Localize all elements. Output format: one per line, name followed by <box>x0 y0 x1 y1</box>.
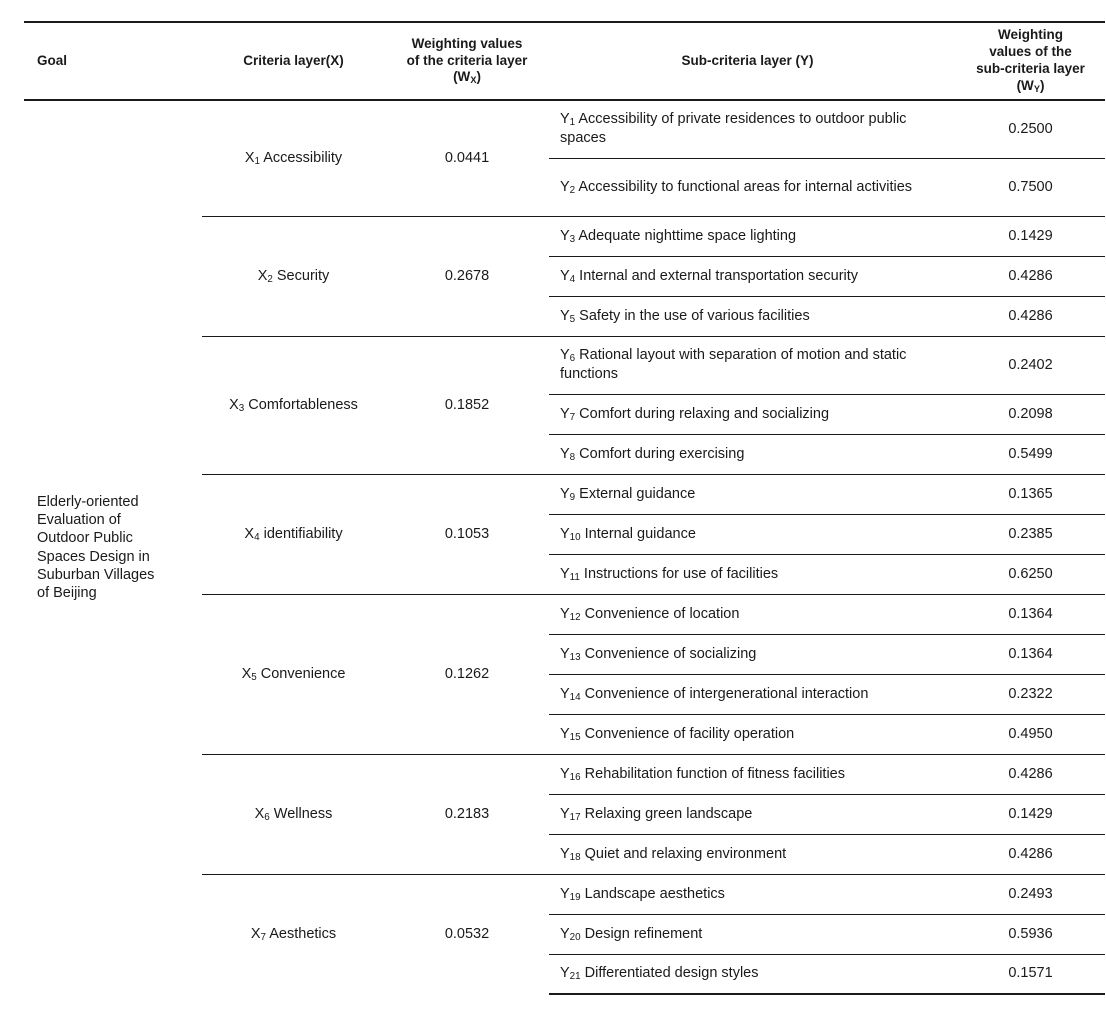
criteria-cell <box>202 754 385 874</box>
subcriteria-cell <box>549 394 956 434</box>
header-criteria-text: Criteria layer(X) <box>243 52 344 68</box>
table-body <box>24 100 1105 994</box>
subcriteria-letter: Y <box>560 445 570 462</box>
criteria-name: Comfortableness <box>244 396 358 413</box>
subcriteria-weight-cell <box>956 714 1105 754</box>
subcriteria-weight: 0.7500 <box>1008 178 1053 195</box>
subcriteria-text: Relaxing green landscape <box>580 805 753 822</box>
goal-text: Elderly-oriented Evaluation of Outdoor Public Spaces Design in Suburban Villages of Beijing <box>37 494 155 601</box>
header-wy-line1: Weighting <box>998 27 1063 43</box>
subcriteria-index: 11 <box>569 571 580 583</box>
subcriteria-letter: Y <box>560 765 570 782</box>
subcriteria-text: Rational layout with separation of motion and static functions <box>560 347 907 382</box>
subcriteria-weight: 0.2493 <box>1008 885 1053 902</box>
header-wy-subscript: Y <box>1033 83 1040 94</box>
criteria-name: Security <box>272 267 330 284</box>
subcriteria-text: Safety in the use of various facilities <box>575 307 810 324</box>
criteria-name: Wellness <box>269 805 333 822</box>
subcriteria-weight: 0.4286 <box>1008 765 1053 782</box>
subcriteria-weight: 0.2385 <box>1008 525 1053 542</box>
subcriteria-text: Accessibility to functional areas for internal activities <box>575 178 913 195</box>
subcriteria-cell <box>549 296 956 336</box>
subcriteria-index: 8 <box>569 451 576 463</box>
subcriteria-text: Convenience of facility operation <box>580 725 795 742</box>
subcriteria-text: Adequate nighttime space lighting <box>575 227 797 244</box>
subcriteria-weight: 0.1364 <box>1008 605 1053 622</box>
criteria-cell <box>202 474 385 594</box>
header-wy-close: ) <box>1039 77 1045 93</box>
header-row <box>24 22 1105 100</box>
criteria-cell <box>202 336 385 474</box>
document-page <box>24 21 1085 995</box>
goal-cell <box>24 100 202 994</box>
criteria-cell <box>202 594 385 754</box>
subcriteria-weight-cell <box>956 336 1105 394</box>
subcriteria-text: Accessibility of private residences to outdoor public spaces <box>560 111 907 147</box>
criteria-weight-cell <box>385 754 549 874</box>
subcriteria-weight: 0.1571 <box>1008 965 1053 982</box>
subcriteria-weight: 0.2500 <box>1008 120 1053 137</box>
subcriteria-letter: Y <box>560 525 570 542</box>
subcriteria-weight-cell <box>956 216 1105 256</box>
subcriteria-weight: 0.6250 <box>1008 565 1053 582</box>
subcriteria-cell <box>549 754 956 794</box>
subcriteria-text: Rehabilitation function of fitness facilities <box>580 765 845 782</box>
subcriteria-index: 5 <box>569 313 576 325</box>
subcriteria-letter: Y <box>560 111 570 128</box>
subcriteria-weight-cell <box>956 256 1105 296</box>
subcriteria-text: Landscape aesthetics <box>580 885 725 902</box>
subcriteria-index: 4 <box>569 273 576 285</box>
subcriteria-index: 10 <box>569 531 581 543</box>
header-subcriteria-weight <box>956 22 1105 100</box>
subcriteria-text: Convenience of location <box>580 605 740 622</box>
subcriteria-weight: 0.2322 <box>1008 685 1053 702</box>
subcriteria-weight-cell <box>956 434 1105 474</box>
subcriteria-letter: Y <box>560 885 570 902</box>
subcriteria-index: 19 <box>569 891 581 903</box>
subcriteria-text: External guidance <box>575 485 696 502</box>
subcriteria-weight: 0.4950 <box>1008 725 1053 742</box>
subcriteria-letter: Y <box>560 267 570 284</box>
subcriteria-index: 3 <box>569 233 576 245</box>
header-criteria <box>202 22 385 100</box>
subcriteria-index: 18 <box>569 851 581 863</box>
subcriteria-weight-cell <box>956 754 1105 794</box>
subcriteria-weight-cell <box>956 474 1105 514</box>
subcriteria-letter: Y <box>560 565 570 582</box>
subcriteria-letter: Y <box>560 685 570 702</box>
subcriteria-weight: 0.1429 <box>1008 227 1053 244</box>
subcriteria-index: 7 <box>569 411 576 423</box>
header-subcriteria <box>549 22 956 100</box>
weights-table <box>24 21 1105 995</box>
criteria-index: 7 <box>260 931 267 943</box>
criteria-cell <box>202 100 385 216</box>
subcriteria-letter: Y <box>560 925 570 942</box>
subcriteria-cell <box>549 336 956 394</box>
criteria-name: identifiability <box>259 525 343 542</box>
table-row <box>24 100 1105 158</box>
criteria-weight-cell <box>385 474 549 594</box>
subcriteria-letter: Y <box>560 405 570 422</box>
subcriteria-index: 15 <box>569 731 581 743</box>
subcriteria-cell <box>549 914 956 954</box>
subcriteria-cell <box>549 434 956 474</box>
subcriteria-weight: 0.1365 <box>1008 485 1053 502</box>
criteria-weight: 0.0441 <box>444 149 490 166</box>
subcriteria-letter: Y <box>560 845 570 862</box>
criteria-weight-cell <box>385 216 549 336</box>
criteria-name: Accessibility <box>259 149 343 166</box>
criteria-weight-cell <box>385 336 549 474</box>
subcriteria-cell <box>549 554 956 594</box>
subcriteria-cell <box>549 256 956 296</box>
header-wx-subscript: X <box>470 75 477 86</box>
subcriteria-text: Design refinement <box>580 925 703 942</box>
subcriteria-weight-cell <box>956 296 1105 336</box>
subcriteria-letter: Y <box>560 645 570 662</box>
criteria-weight: 0.0532 <box>444 925 490 942</box>
subcriteria-letter: Y <box>560 178 570 195</box>
subcriteria-letter: Y <box>560 605 570 622</box>
subcriteria-weight-cell <box>956 634 1105 674</box>
subcriteria-weight: 0.4286 <box>1008 307 1053 324</box>
subcriteria-index: 9 <box>569 491 576 503</box>
subcriteria-cell <box>549 674 956 714</box>
criteria-letter: X <box>244 525 255 542</box>
subcriteria-index: 13 <box>569 651 581 663</box>
subcriteria-index: 2 <box>569 184 576 196</box>
subcriteria-cell <box>549 834 956 874</box>
header-wx-line2: of the criteria layer <box>406 52 528 68</box>
subcriteria-weight-cell <box>956 914 1105 954</box>
subcriteria-cell <box>549 634 956 674</box>
subcriteria-weight: 0.5499 <box>1008 445 1053 462</box>
subcriteria-letter: Y <box>560 227 570 244</box>
subcriteria-index: 20 <box>569 931 581 943</box>
header-goal-text: Goal <box>37 52 68 68</box>
subcriteria-cell <box>549 514 956 554</box>
header-wy-line2: values of the <box>989 44 1072 60</box>
criteria-index: 6 <box>264 811 270 823</box>
subcriteria-text: Instructions for use of facilities <box>579 565 779 582</box>
subcriteria-index: 1 <box>569 117 576 129</box>
criteria-letter: X <box>244 149 255 166</box>
criteria-letter: X <box>241 665 252 682</box>
subcriteria-letter: Y <box>560 485 570 502</box>
header-goal <box>24 22 202 100</box>
subcriteria-letter: Y <box>560 725 570 742</box>
subcriteria-weight-cell <box>956 674 1105 714</box>
header-wx-line1: Weighting values <box>411 35 523 51</box>
subcriteria-text: Comfort during exercising <box>575 445 745 462</box>
subcriteria-weight-cell <box>956 594 1105 634</box>
criteria-letter: X <box>257 267 268 284</box>
subcriteria-text: Convenience of socializing <box>580 645 757 662</box>
subcriteria-text: Convenience of intergenerational interaction <box>580 685 869 702</box>
subcriteria-weight-cell <box>956 100 1105 158</box>
criteria-letter: X <box>254 805 265 822</box>
subcriteria-cell <box>549 594 956 634</box>
subcriteria-index: 21 <box>569 971 581 983</box>
criteria-index: 2 <box>267 273 273 285</box>
subcriteria-weight-cell <box>956 834 1105 874</box>
criteria-weight-cell <box>385 594 549 754</box>
subcriteria-weight: 0.2098 <box>1008 405 1053 422</box>
header-wy-line4: (W <box>1016 77 1034 93</box>
subcriteria-letter: Y <box>560 347 570 364</box>
criteria-index: 3 <box>238 402 245 414</box>
subcriteria-index: 12 <box>569 611 581 623</box>
subcriteria-letter: Y <box>560 805 570 822</box>
subcriteria-text: Internal guidance <box>580 525 696 542</box>
criteria-weight: 0.1053 <box>444 525 490 542</box>
criteria-index: 4 <box>254 531 260 543</box>
criteria-weight: 0.2678 <box>444 267 490 284</box>
subcriteria-index: 6 <box>569 353 576 365</box>
subcriteria-index: 14 <box>569 691 581 703</box>
header-wx-line3: (W <box>453 69 471 85</box>
subcriteria-text: Differentiated design styles <box>580 965 759 982</box>
subcriteria-weight: 0.4286 <box>1008 267 1053 284</box>
criteria-index: 1 <box>254 155 260 167</box>
subcriteria-index: 17 <box>569 811 581 823</box>
subcriteria-weight: 0.1364 <box>1008 645 1053 662</box>
subcriteria-weight: 0.5936 <box>1008 925 1053 942</box>
criteria-weight-cell <box>385 100 549 216</box>
subcriteria-weight: 0.1429 <box>1008 805 1053 822</box>
subcriteria-weight-cell <box>956 394 1105 434</box>
subcriteria-weight-cell <box>956 874 1105 914</box>
subcriteria-letter: Y <box>560 965 570 982</box>
subcriteria-weight-cell <box>956 158 1105 216</box>
subcriteria-cell <box>549 954 956 994</box>
criteria-index: 5 <box>251 671 257 683</box>
subcriteria-weight-cell <box>956 554 1105 594</box>
header-criteria-weight <box>385 22 549 100</box>
subcriteria-weight: 0.4286 <box>1008 845 1053 862</box>
subcriteria-weight: 0.2402 <box>1008 356 1053 373</box>
criteria-weight: 0.2183 <box>444 805 490 822</box>
criteria-weight-cell <box>385 874 549 994</box>
header-wx-close: ) <box>476 69 481 85</box>
subcriteria-text: Quiet and relaxing environment <box>580 845 787 862</box>
subcriteria-cell <box>549 874 956 914</box>
criteria-name: Aesthetics <box>266 925 337 942</box>
criteria-cell <box>202 874 385 994</box>
subcriteria-cell <box>549 794 956 834</box>
subcriteria-weight-cell <box>956 954 1105 994</box>
criteria-letter: X <box>229 396 239 413</box>
criteria-cell <box>202 216 385 336</box>
header-wy-line3: sub-criteria layer <box>976 61 1085 76</box>
subcriteria-text: Comfort during relaxing and socializing <box>575 405 830 422</box>
subcriteria-cell <box>549 100 956 158</box>
criteria-name: Convenience <box>256 665 346 682</box>
subcriteria-cell <box>549 158 956 216</box>
subcriteria-cell <box>549 474 956 514</box>
criteria-weight: 0.1852 <box>444 396 490 413</box>
subcriteria-cell <box>549 216 956 256</box>
criteria-weight: 0.1262 <box>444 665 490 682</box>
subcriteria-cell <box>549 714 956 754</box>
criteria-letter: X <box>250 925 261 942</box>
header-subcriteria-text: Sub-criteria layer (Y) <box>681 52 814 68</box>
subcriteria-text: Internal and external transportation security <box>575 267 859 284</box>
subcriteria-index: 16 <box>569 771 581 783</box>
subcriteria-weight-cell <box>956 514 1105 554</box>
subcriteria-weight-cell <box>956 794 1105 834</box>
subcriteria-letter: Y <box>560 307 570 324</box>
